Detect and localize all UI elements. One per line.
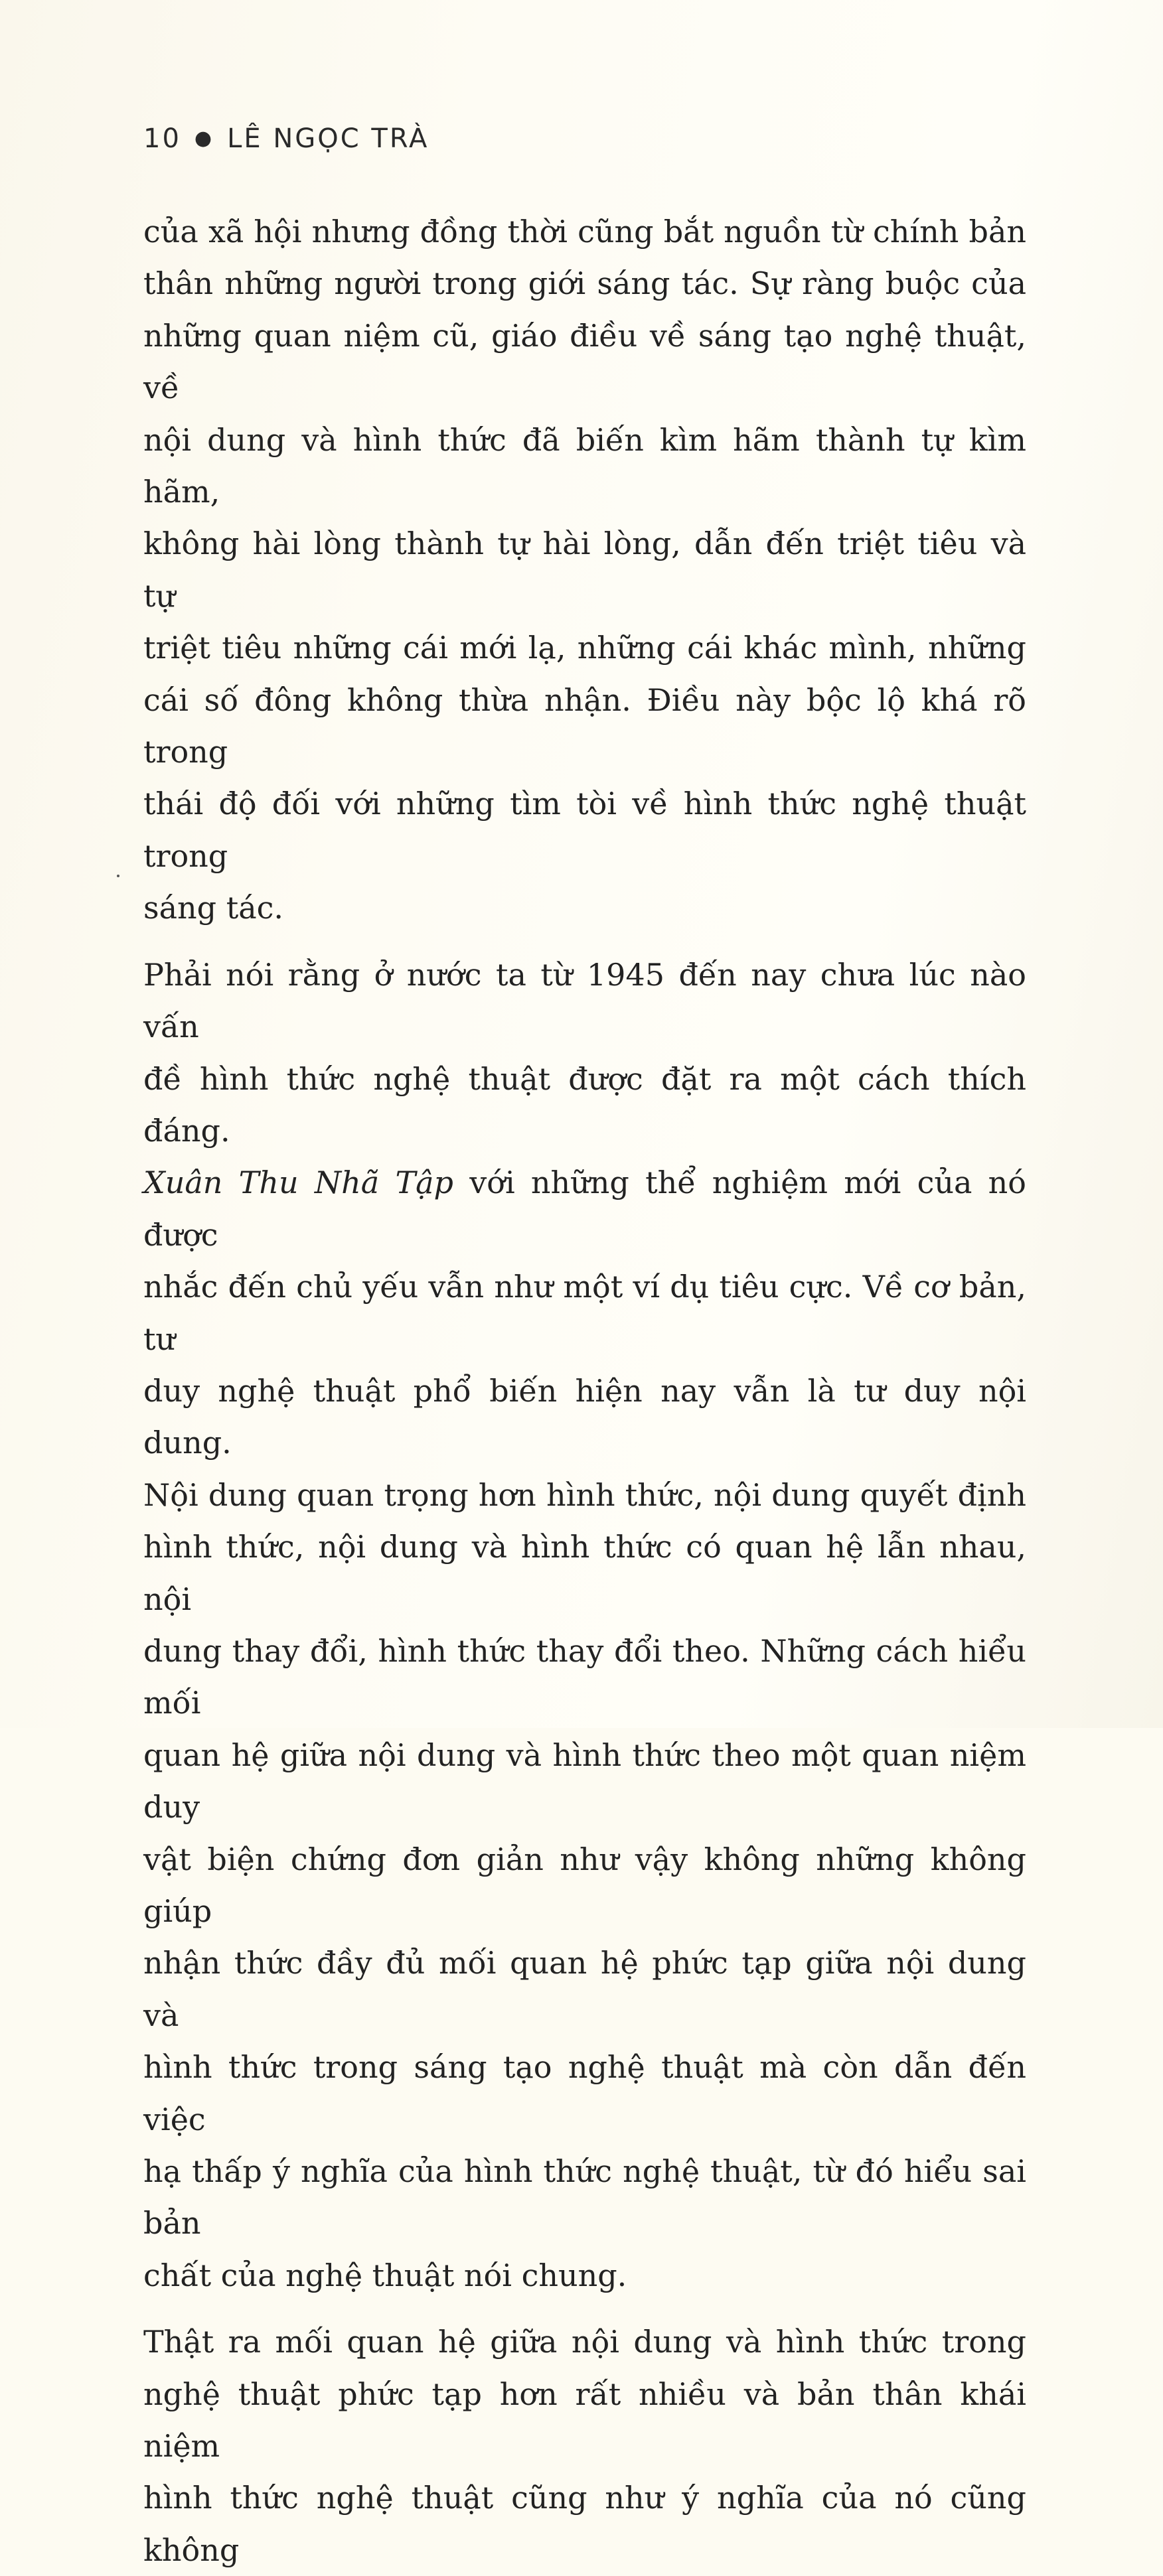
text-line: chất của nghệ thuật nói chung. [143,2257,627,2293]
running-header [143,123,429,154]
text-line: nhận thức đầy đủ mối quan hệ phức tạp giữa nội dung và [143,1945,1026,2033]
text-line: cái số đông không thừa nhận. Điều này bộc lộ khá rõ trong [143,681,1026,770]
text-line: nghệ thuật phức tạp hơn rất nhiều và bản thân khái niệm [143,2376,1026,2465]
page-number: 10 [143,123,181,154]
text-fragment: với những thể nghiệm mới của nó được [143,1165,1026,1253]
text-line: duy nghệ thuật phổ biến hiện nay vẫn là tư duy nội dung. [143,1372,1026,1461]
text-line: dung thay đổi, hình thức thay đổi theo. Những cách hiểu mối [143,1632,1026,1721]
text-line: không hài lòng thành tự hài lòng, dẫn đến triệt tiêu và tự [143,526,1026,614]
book-title: Xuân Thu Nhã Tập [143,1165,453,1201]
text-line: triệt tiêu những cái mới lạ, những cái khác mình, những [143,630,1026,666]
text-line: những quan niệm cũ, giáo điều về sáng tạo nghệ thuật, về [143,317,1026,406]
body-text [143,206,1026,2576]
text-line: của xã hội nhưng đồng thời cũng bắt nguồn từ chính bản [143,214,1026,250]
text-line: hình thức, nội dung và hình thức có quan hệ lẫn nhau, nội [143,1529,1026,1617]
bullet-separator-icon: ● [194,127,214,150]
text-line: hạ thấp ý nghĩa của hình thức nghệ thuật, từ đó hiểu sai bản [143,2153,1026,2242]
margin-mark [117,875,119,877]
author-name: LÊ NGỌC TRÀ [227,123,429,154]
text-line: nhắc đến chủ yếu vẫn như một ví dụ tiêu cực. Về cơ bản, tư [143,1269,1026,1357]
text-line: hình thức nghệ thuật cũng như ý nghĩa của nó cũng không [143,2480,1026,2568]
text-line-with-title [143,1157,1026,1261]
text-line: nội dung và hình thức đã biến kìm hãm thành tự kìm hãm, [143,421,1026,510]
text-line: thái độ đối với những tìm tòi về hình thức nghệ thuật trong [143,786,1026,874]
text-line: hình thức trong sáng tạo nghệ thuật mà còn dẫn đến việc [143,2049,1026,2137]
text-line: Nội dung quan trọng hơn hình thức, nội dung quyết định [143,1476,1026,1513]
text-line: Phải nói rằng ở nước ta từ 1945 đến nay chưa lúc nào vấn [143,956,1026,1045]
text-line: vật biện chứng đơn giản như vậy không những không giúp [143,1841,1026,1929]
text-line: quan hệ giữa nội dung và hình thức theo một quan niệm duy [143,1737,1026,1825]
text-line: sáng tác. [143,890,284,926]
text-line: đề hình thức nghệ thuật được đặt ra một cách thích đáng. [143,1060,1026,1149]
text-line: thân những người trong giới sáng tác. Sự ràng buộc của [143,265,1026,302]
text-line: Thật ra mối quan hệ giữa nội dung và hình thức trong [143,2324,1026,2360]
